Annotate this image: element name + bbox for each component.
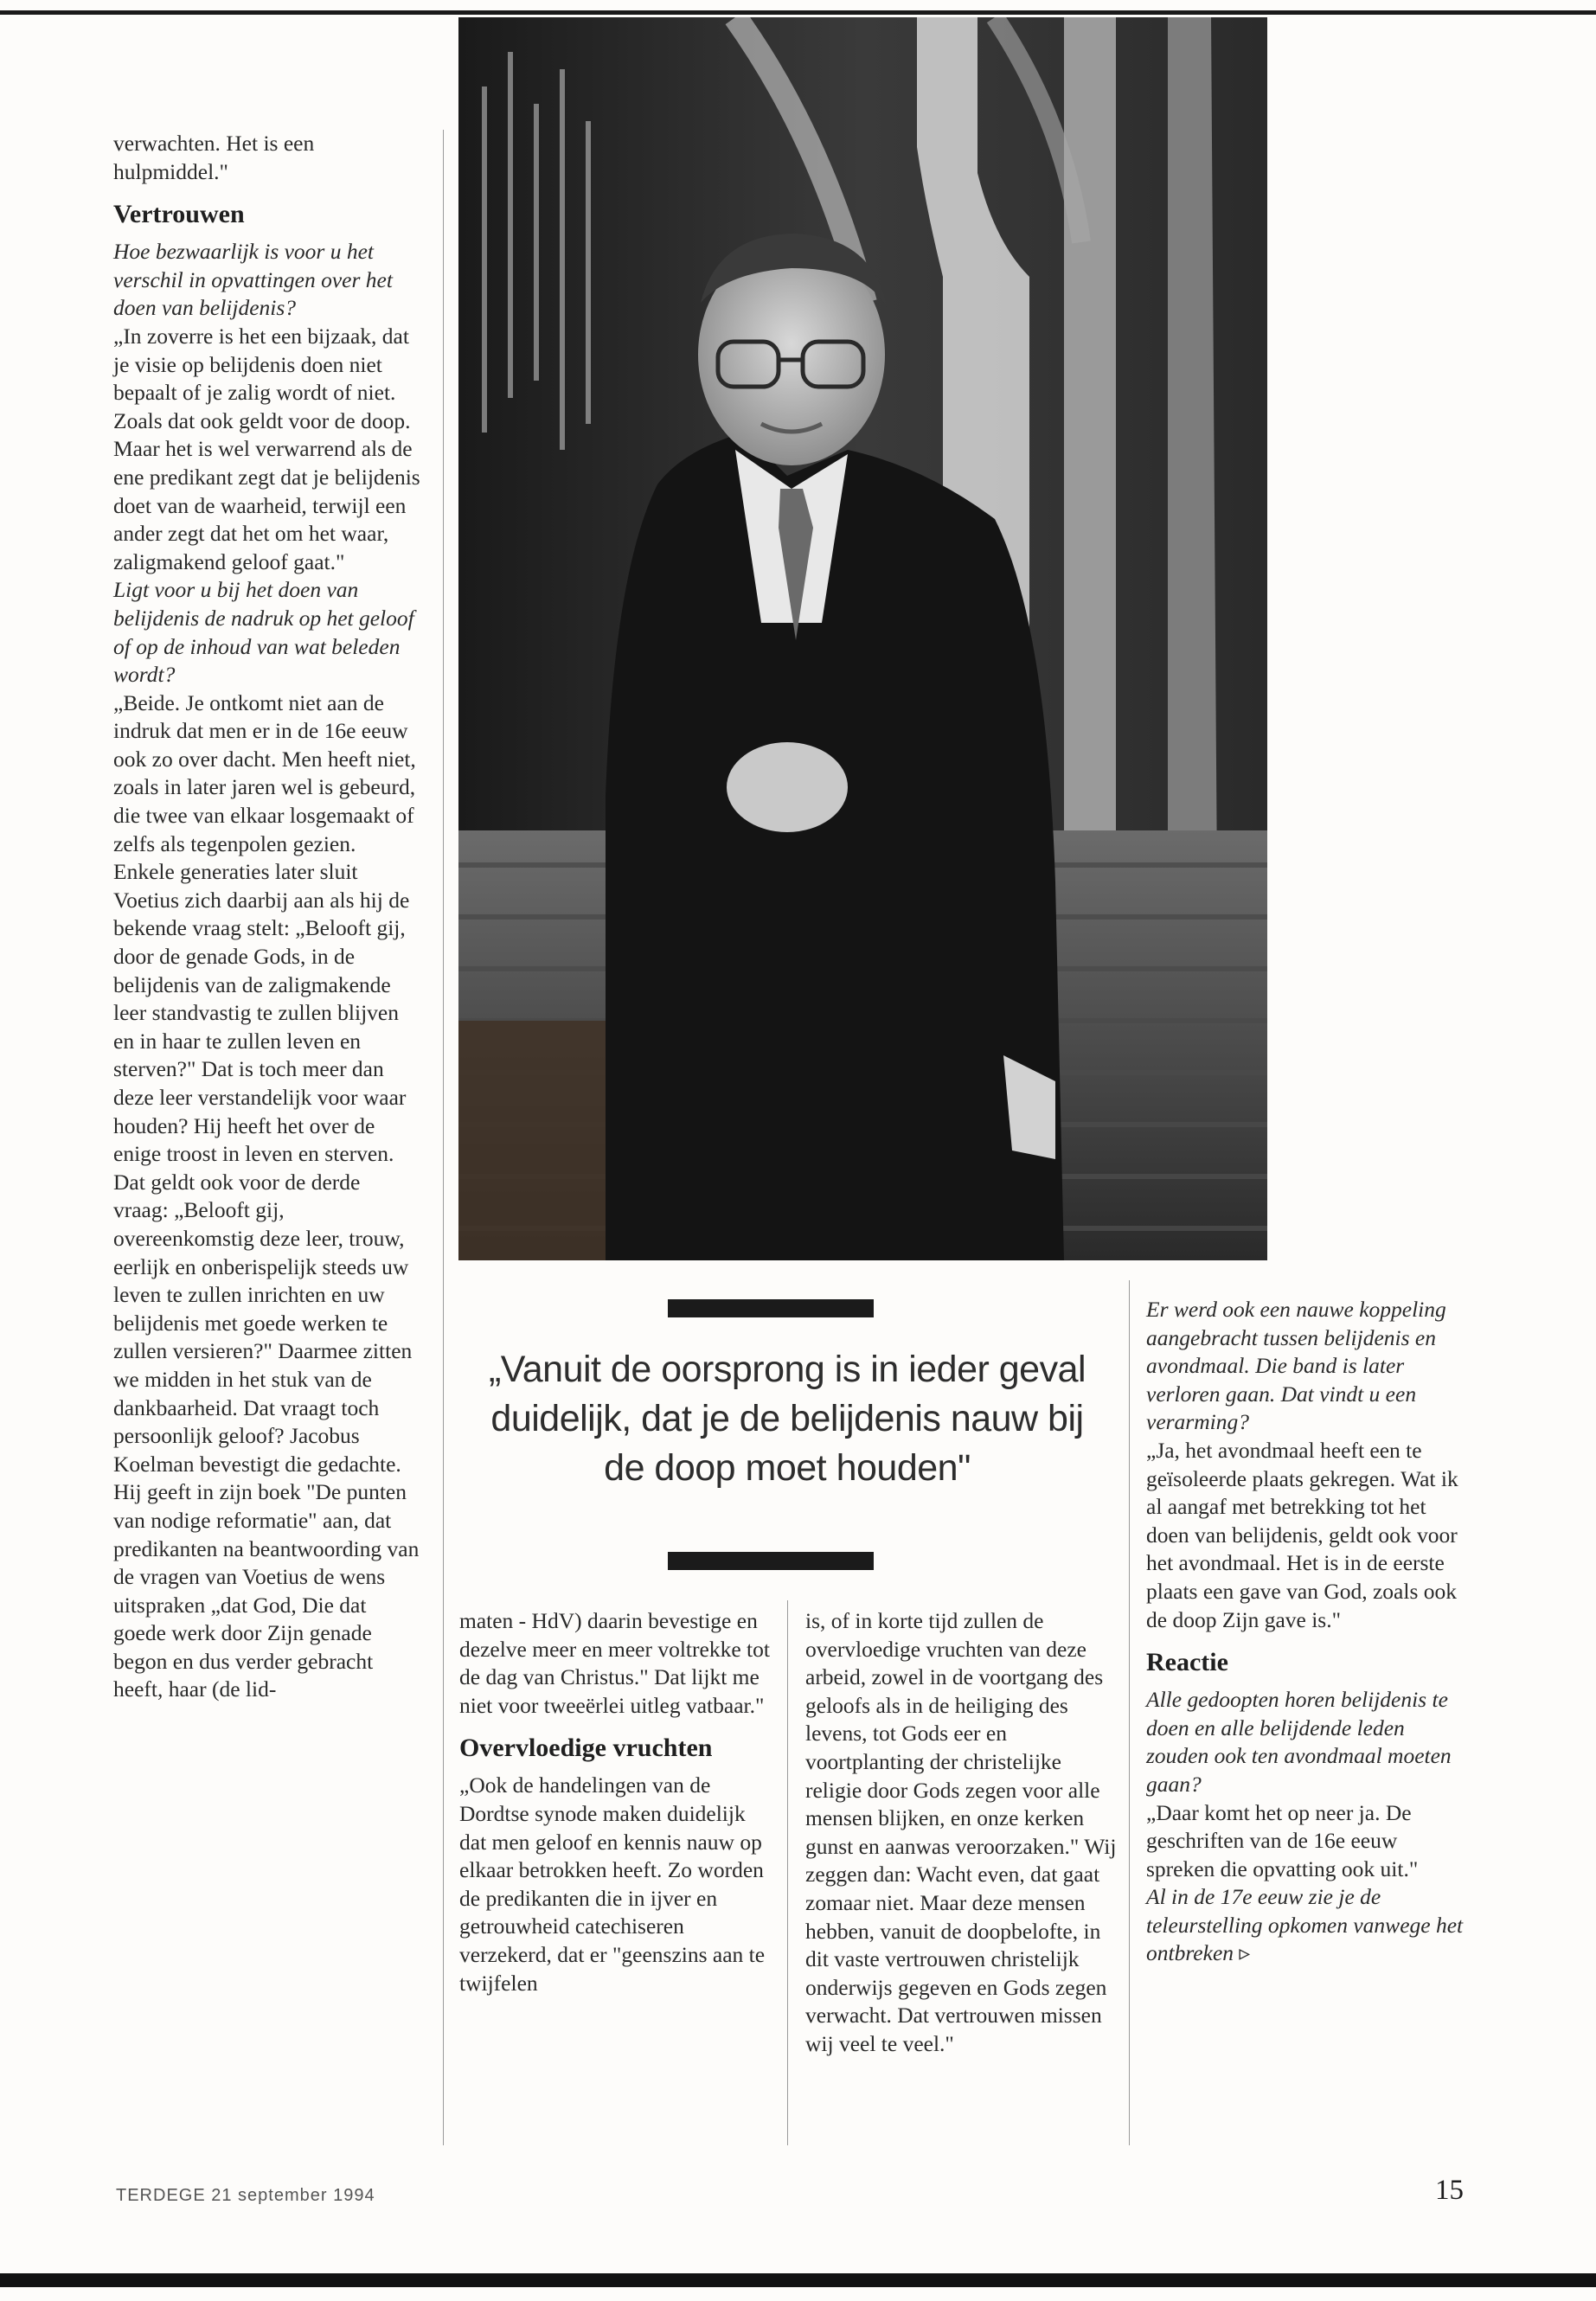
question-4: Er werd ook een nauwe koppeling aangebracht tussen belijdenis en avondmaal. Die band is later verloren gaan. Dat vindt u een verarming? — [1146, 1297, 1446, 1435]
answer-3: Dat geldt ook voor de derde vraag: „Belooft gij, overeenkomstig deze leer, trouw, eerlijk en onberispelijk steeds uw leven te zullen inrichten en uw belijdenis met goede werken te zullen versieren?" Daarmee zitten we midden in het stuk van de dankbaarheid. Dat vraagt toch persoonlijk geloof? Jacobus Koelman bevestigt die gedachte. Hij geeft in zijn boek "De punten van nodige reformatie" aan, dat predikanten na beantwoording van de vragen van Voetius de wens uitspraken „dat God, Die dat goede werk door Zijn genade begon en dus verder gebracht heeft, haar (de lid- — [113, 1169, 420, 1702]
column-1 — [113, 130, 420, 1704]
pullquote-bar-bottom — [668, 1552, 874, 1570]
answer-2: „Beide. Je ontkomt niet aan de indruk dat men er in de 16e eeuw ook zo over dacht. Men heeft niet, zoals in later jaren wel is gebeurd, die twee van elkaar losgemaakt of zelfs als tegenpolen gezien. Enkele generaties later sluit Voetius zich daarbij aan als hij de bekende vraag stelt: „Belooft gij, door de genade Gods, in de belijdenis van de zaligmakende leer standvastig te zullen blijven en in haar te zullen leven en sterven?" Dat is toch meer dan deze leer verstandelijk voor waar houden? Hij heeft het over de enige troost in leven en sterven. — [113, 689, 416, 1167]
answer-1: „In zoverre is het een bijzaak, dat je visie op belijdenis doen niet bepaalt of je zalig wordt of niet. Zoals dat ook geldt voor de doop. Maar het is wel verwarrend als de ene predikant zegt dat je belijdenis doet van de waarheid, terwijl een ander zegt dat het om het waar, zaligmakend geloof gaat." — [113, 323, 420, 574]
answer-5: „Daar komt het op neer ja. De geschriften van de 16e eeuw spreken die opvatting ook uit." — [1146, 1799, 1419, 1881]
column-4 — [1146, 1296, 1466, 1968]
top-rule — [0, 10, 1596, 15]
column-divider-2 — [787, 1600, 788, 2145]
page-number: 15 — [1435, 2175, 1464, 2206]
bottom-rule — [0, 2273, 1596, 2287]
question-6: Al in de 17e eeuw zie je de teleurstelling opkomen vanwege het ontbreken ▹ — [1146, 1884, 1464, 1966]
column-divider-3 — [1129, 1280, 1130, 2145]
pullquote-bar-top — [668, 1299, 874, 1317]
column-2 — [459, 1607, 771, 1997]
issue-date: 21 september 1994 — [211, 2186, 375, 2205]
heading-vertrouwen: Vertrouwen — [113, 200, 245, 229]
magazine-name: TERDEGE — [116, 2186, 206, 2205]
pullquote: „Vanuit de oorsprong is in ieder geval duidelijk, dat je de belijdenis nauw bij de doop moet houden" — [488, 1349, 1086, 1489]
col1-p1: verwachten. Het is een hulpmiddel." — [113, 131, 315, 184]
answer-4: „Ja, het avondmaal heeft een te geïsoleerde plaats gekregen. Wat ik al aangaf met betrekking tot het doen van belijdenis, geldt ook voor het avondmaal. Het is in de eerste plaats een gave van God, zoals ook de doop Zijn gave is." — [1146, 1437, 1458, 1632]
column-3 — [805, 1607, 1117, 2059]
question-2: Ligt voor u bij het doen van belijdenis de nadruk op het geloof of op de inhoud van wat beleden wordt? — [113, 577, 414, 688]
question-5: Alle gedoopten horen belijdenis te doen en alle belijdende leden zouden ook ten avondmaal moeten gaan? — [1146, 1687, 1452, 1797]
column-divider-1 — [443, 130, 444, 2145]
portrait-photo — [458, 17, 1267, 1260]
heading-overvloedige-vruchten: Overvloedige vruchten — [459, 1734, 713, 1763]
col2-p1: maten - HdV) daarin bevestige en dezelve meer en meer voltrekke tot de dag van Christus." Dat lijkt me niet voor tweeërlei uitleg vatbaar." — [459, 1608, 770, 1718]
col2-p2: „Ook de handelingen van de Dordtse synode maken duidelijk dat men geloof en kennis nauw op elkaar betrokken heeft. Zo worden de predikanten die in ijver en getrouwheid catechiseren verzekerd, dat er "geenszins aan te twijfelen — [459, 1772, 766, 1996]
portrait-photo-svg — [458, 17, 1267, 1260]
footer-publication — [116, 2186, 375, 2206]
question-1: Hoe bezwaarlijk is voor u het verschil in opvattingen over het doen van belijdenis? — [113, 239, 393, 321]
heading-reactie: Reactie — [1146, 1648, 1228, 1677]
col3-p1: is, of in korte tijd zullen de overvloedige vruchten van deze arbeid, zowel in de voortgang des geloofs als in de heiliging des levens, tot Gods eer en voortplanting der christelijke religie door Gods zegen voor alle mensen blijken, en onze kerken gunst en aanwas veroorzaken." Wij zeggen dan: Wacht even, dat gaat zomaar niet. Maar deze mensen hebben, vanuit de doopbelofte, in dit vaste vertrouwen christelijk onderwijs gegeven en Gods zegen verwacht. Dat vertrouwen missen wij veel te veel." — [805, 1608, 1117, 2056]
